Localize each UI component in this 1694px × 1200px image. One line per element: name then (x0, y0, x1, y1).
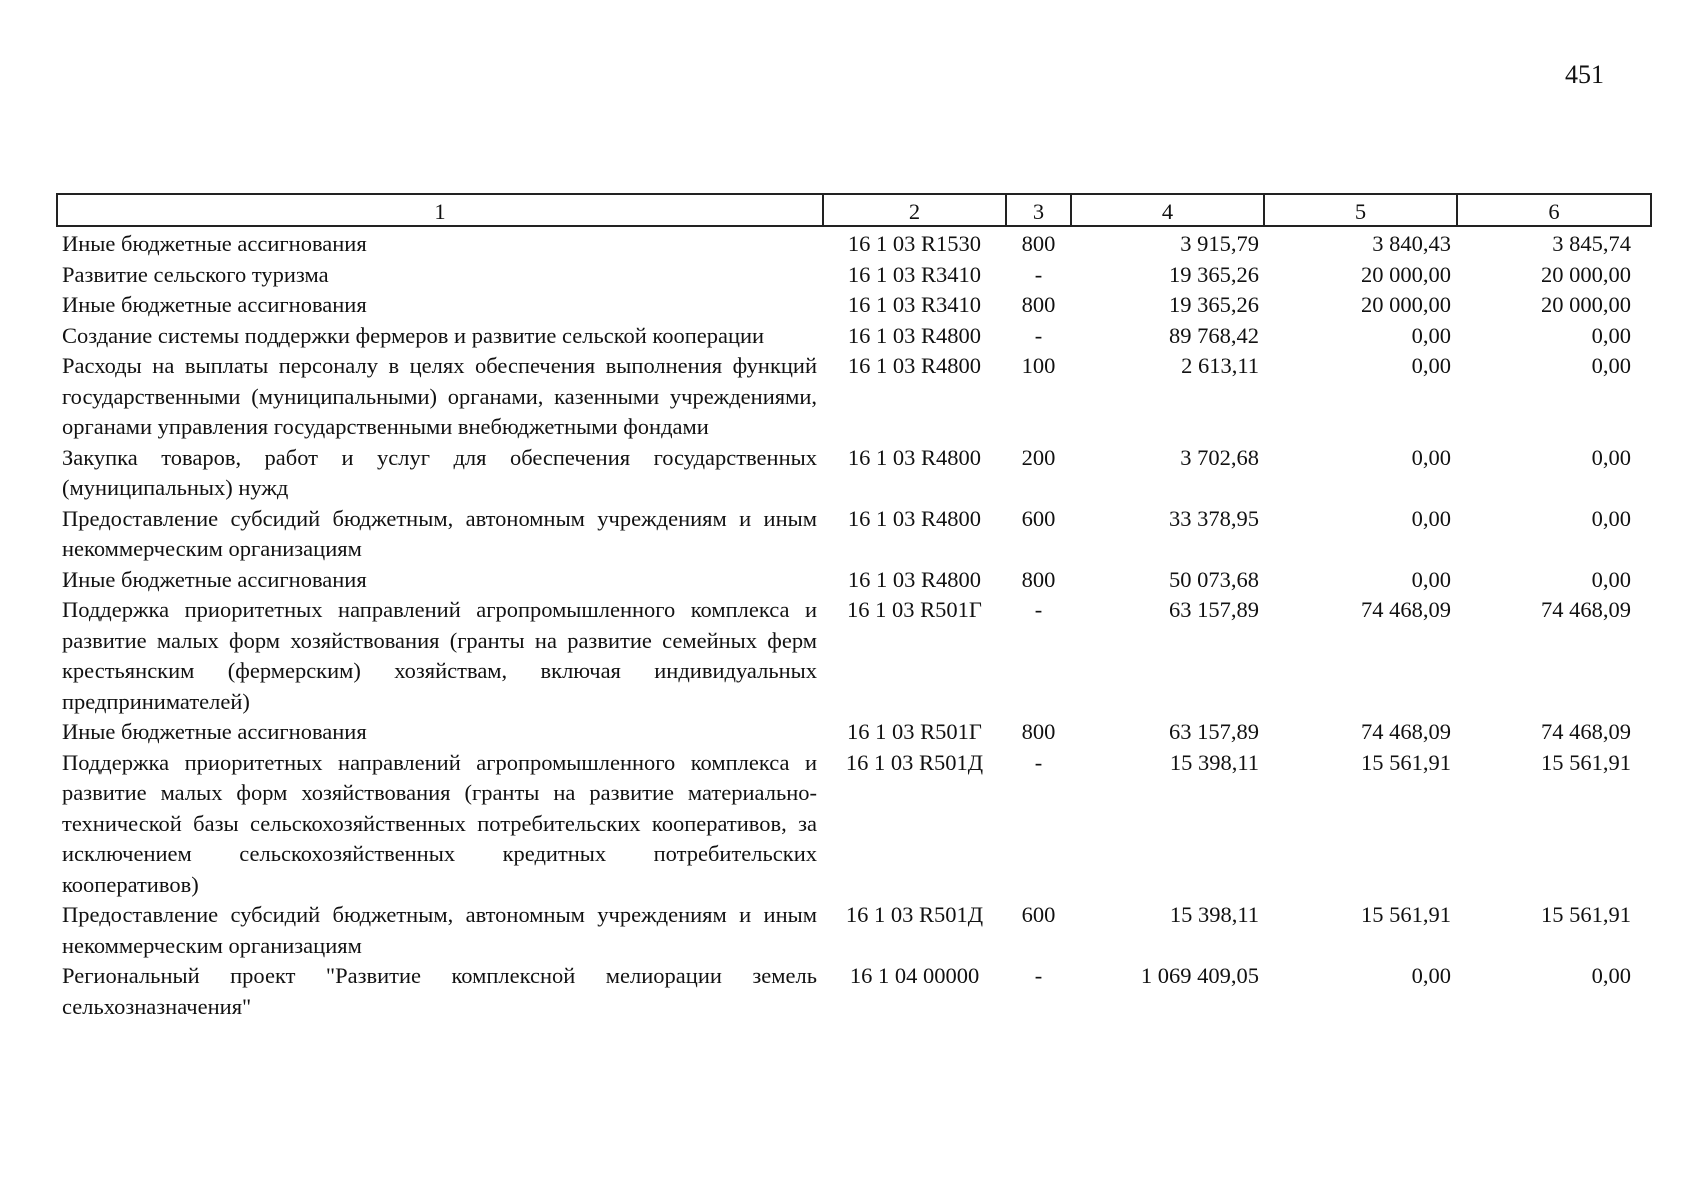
amount-2022-cell: 20 000,00 (1361, 261, 1451, 287)
table-row (57, 900, 1651, 961)
table-row (57, 717, 1651, 748)
amount-2022-cell: 20 000,00 (1361, 292, 1451, 317)
amount-2022-cell: 3 840,43 (1372, 231, 1451, 256)
amount-2021-cell: 50 073,68 (1169, 566, 1259, 592)
code-cell: 16 1 03 R501Г (847, 719, 982, 744)
amount-2023-cell: 0,00 (1591, 322, 1631, 348)
amount-2023-cell: 20 000,00 (1541, 292, 1631, 317)
amount-2023-cell: 74 468,09 (1541, 719, 1631, 744)
amount-2021-cell: 15 398,11 (1169, 902, 1259, 927)
vr-cell: 800 (1021, 566, 1056, 592)
name-cell: Развитие сельского туризма (62, 261, 329, 287)
vr-cell: - (1034, 963, 1043, 988)
amount-2022-cell: 0,00 (1411, 963, 1451, 988)
code-cell: 16 1 03 R4800 (847, 444, 982, 470)
code-cell: 16 1 03 R3410 (847, 292, 982, 317)
code-cell: 16 1 03 R4800 (847, 322, 982, 348)
name-cell: Создание системы поддержки фермеров и развитие сельской кооперации (62, 322, 765, 348)
vr-cell: 100 (1021, 353, 1056, 378)
name-cell: Иные бюджетные ассигнования (62, 719, 367, 744)
table-row (57, 565, 1651, 596)
code-cell: 16 1 03 R501Д (845, 749, 984, 775)
table-row (57, 226, 1651, 260)
vr-cell: - (1034, 597, 1043, 622)
name-cell: Поддержка приоритетных направлений агропромышленного комплекса и развитие малых форм хозяйствования (гранты на развитие материально-технической базы сельскохозяйственных потребительских кооперативов, за исключением сельскохозяйственных кредитных потребительских кооперативов) (62, 749, 817, 897)
amount-2023-cell: 0,00 (1591, 566, 1631, 592)
amount-2022-cell: 15 561,91 (1361, 902, 1451, 927)
name-cell: Предоставление субсидий бюджетным, автономным учреждениям и иным некоммерческим организациям (62, 902, 817, 958)
header-col-4: 4 (1071, 194, 1264, 226)
vr-cell: 600 (1021, 505, 1056, 531)
table-row (57, 443, 1651, 504)
amount-2023-cell: 20 000,00 (1541, 261, 1631, 287)
table-row (57, 504, 1651, 565)
vr-cell: - (1034, 322, 1043, 348)
table-row (57, 260, 1651, 291)
code-cell: 16 1 03 R1530 (847, 231, 982, 256)
name-cell: Региональный проект "Развитие комплексной мелиорации земель сельхозназначения" (62, 963, 817, 1019)
vr-cell: - (1034, 749, 1043, 775)
amount-2021-cell: 3 702,68 (1180, 444, 1259, 470)
amount-2022-cell: 0,00 (1411, 505, 1451, 531)
header-col-2: 2 (823, 194, 1006, 226)
table-row (57, 290, 1651, 321)
vr-cell: 800 (1021, 292, 1056, 317)
code-cell: 16 1 04 00000 (849, 963, 980, 988)
vr-cell: - (1034, 261, 1043, 287)
amount-2021-cell: 19 365,26 (1169, 292, 1259, 317)
amount-2022-cell: 74 468,09 (1361, 719, 1451, 744)
vr-cell: 800 (1021, 231, 1056, 256)
name-cell: Иные бюджетные ассигнования (62, 566, 367, 592)
amount-2023-cell: 0,00 (1591, 505, 1631, 531)
amount-2023-cell: 15 561,91 (1541, 749, 1631, 775)
header-col-6: 6 (1457, 194, 1651, 226)
amount-2023-cell: 15 561,91 (1541, 902, 1631, 927)
table-row (57, 321, 1651, 352)
code-cell: 16 1 03 R3410 (847, 261, 982, 287)
amount-2021-cell: 15 398,11 (1169, 749, 1259, 775)
amount-2021-cell: 63 157,89 (1169, 719, 1259, 744)
table-row (57, 961, 1651, 1022)
table-header (57, 194, 1651, 226)
amount-2021-cell: 1 069 409,05 (1140, 963, 1259, 988)
amount-2022-cell: 0,00 (1411, 322, 1451, 348)
amount-2022-cell: 0,00 (1411, 566, 1451, 592)
amount-2022-cell: 74 468,09 (1361, 597, 1451, 622)
amount-2023-cell: 0,00 (1591, 444, 1631, 470)
amount-2023-cell: 0,00 (1591, 353, 1631, 378)
name-cell: Закупка товаров, работ и услуг для обеспечения государственных (муниципальных) нужд (62, 444, 817, 500)
budget-table (56, 193, 1652, 1022)
table-row (57, 351, 1651, 443)
code-cell: 16 1 03 R4800 (847, 505, 982, 531)
name-cell: Иные бюджетные ассигнования (62, 231, 367, 256)
amount-2023-cell: 74 468,09 (1541, 597, 1631, 622)
name-cell: Поддержка приоритетных направлений агропромышленного комплекса и развитие малых форм хозяйствования (гранты на развитие семейных ферм крестьянским (фермерским) хозяйствам, включая индивидуальных предпринимателей) (62, 597, 817, 714)
vr-cell: 800 (1021, 719, 1056, 744)
table-row (57, 595, 1651, 717)
amount-2023-cell: 3 845,74 (1552, 231, 1631, 256)
table-body (57, 226, 1651, 1022)
amount-2021-cell: 63 157,89 (1169, 597, 1259, 622)
name-cell: Иные бюджетные ассигнования (62, 292, 367, 317)
name-cell: Расходы на выплаты персоналу в целях обеспечения выполнения функций государственными (муниципальными) органами, казенными учреждениями, органами управления государственными внебюджетными фондами (62, 353, 817, 439)
header-col-5: 5 (1264, 194, 1457, 226)
amount-2022-cell: 0,00 (1411, 444, 1451, 470)
code-cell: 16 1 03 R501Д (845, 902, 984, 927)
code-cell: 16 1 03 R4800 (847, 353, 982, 378)
code-cell: 16 1 03 R4800 (847, 566, 982, 592)
page-number: 451 (1565, 60, 1604, 89)
header-row (57, 194, 1651, 226)
amount-2021-cell: 89 768,42 (1169, 322, 1259, 348)
name-cell: Предоставление субсидий бюджетным, автономным учреждениям и иным некоммерческим организациям (62, 505, 817, 561)
amount-2022-cell: 0,00 (1411, 353, 1451, 378)
amount-2021-cell: 33 378,95 (1169, 505, 1259, 531)
code-cell: 16 1 03 R501Г (847, 597, 982, 622)
header-col-1: 1 (57, 194, 823, 226)
vr-cell: 600 (1021, 902, 1056, 927)
vr-cell: 200 (1021, 444, 1056, 470)
header-col-3: 3 (1006, 194, 1071, 226)
amount-2021-cell: 3 915,79 (1180, 231, 1259, 256)
amount-2021-cell: 2 613,11 (1181, 353, 1259, 378)
amount-2023-cell: 0,00 (1591, 963, 1631, 988)
table-row (57, 748, 1651, 901)
amount-2021-cell: 19 365,26 (1169, 261, 1259, 287)
amount-2022-cell: 15 561,91 (1361, 749, 1451, 775)
